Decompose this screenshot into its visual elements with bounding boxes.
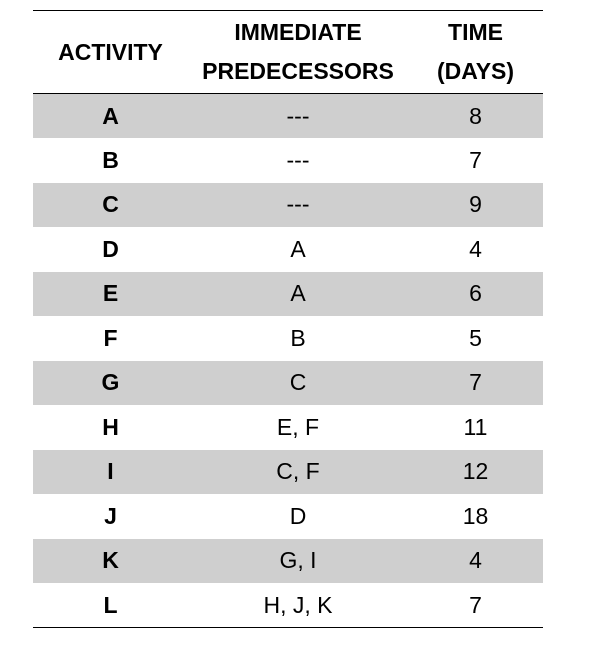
cell-predecessors: C, F <box>188 450 408 495</box>
cell-predecessors: --- <box>188 183 408 228</box>
cell-activity: I <box>33 450 188 495</box>
table-row <box>33 494 543 539</box>
cell-time: 11 <box>463 413 488 440</box>
cell-activity: G <box>33 361 188 406</box>
cell-activity: B <box>102 146 119 173</box>
cell-time: 8 <box>408 94 543 139</box>
header-row <box>33 11 543 94</box>
table-row <box>33 583 543 628</box>
cell-time: 12 <box>408 450 543 495</box>
cell-activity: A <box>33 94 188 139</box>
cell-predecessors: G, I <box>188 539 408 584</box>
cell-activity: C <box>33 183 188 228</box>
cell-predecessors: B <box>290 324 306 351</box>
cell-activity: H <box>102 413 119 440</box>
cell-time: 4 <box>408 539 543 584</box>
cell-predecessors: H, J, K <box>188 583 408 628</box>
cell-activity: K <box>33 539 188 584</box>
table-row <box>33 450 543 495</box>
table-row <box>33 316 543 361</box>
header-time-line1: TIME <box>448 19 503 45</box>
cell-activity: J <box>104 502 117 529</box>
header-time-line2: (DAYS) <box>436 58 515 84</box>
cell-predecessors: A <box>188 272 408 317</box>
cell-time: 6 <box>408 272 543 317</box>
cell-time: 7 <box>408 361 543 406</box>
cell-time: 9 <box>408 183 543 228</box>
table-row <box>33 183 543 228</box>
cell-predecessors: E, F <box>276 413 320 440</box>
cell-activity: L <box>33 583 188 628</box>
cell-time: 18 <box>462 502 489 529</box>
cell-predecessors: C <box>188 361 408 406</box>
header-time <box>408 11 543 94</box>
table-body <box>33 94 543 628</box>
cell-activity: D <box>102 235 119 262</box>
header-activity <box>33 11 188 94</box>
table-row <box>33 272 543 317</box>
cell-time: 5 <box>469 324 482 351</box>
activity-table <box>33 10 543 628</box>
cell-time: 7 <box>469 146 482 173</box>
cell-activity: F <box>103 324 118 351</box>
table-row <box>33 138 543 183</box>
cell-predecessors: A <box>290 235 306 262</box>
clipped-text-line <box>33 0 590 8</box>
table-row <box>33 361 543 406</box>
header-predecessors <box>188 11 408 94</box>
activity-table-container <box>33 10 543 628</box>
table-row <box>33 227 543 272</box>
header-activity-label: ACTIVITY <box>58 38 163 65</box>
cell-predecessors: D <box>289 502 307 529</box>
header-predecessors-line2: PREDECESSORS <box>202 58 394 84</box>
cell-predecessors: --- <box>286 146 310 173</box>
table-header <box>33 11 543 94</box>
table-row <box>33 94 543 139</box>
table-row <box>33 405 543 450</box>
cell-predecessors: --- <box>188 94 408 139</box>
cell-activity: E <box>33 272 188 317</box>
table-row <box>33 539 543 584</box>
header-predecessors-line1: IMMEDIATE <box>234 19 362 45</box>
cell-time: 4 <box>469 235 482 262</box>
cell-time: 7 <box>408 583 543 628</box>
